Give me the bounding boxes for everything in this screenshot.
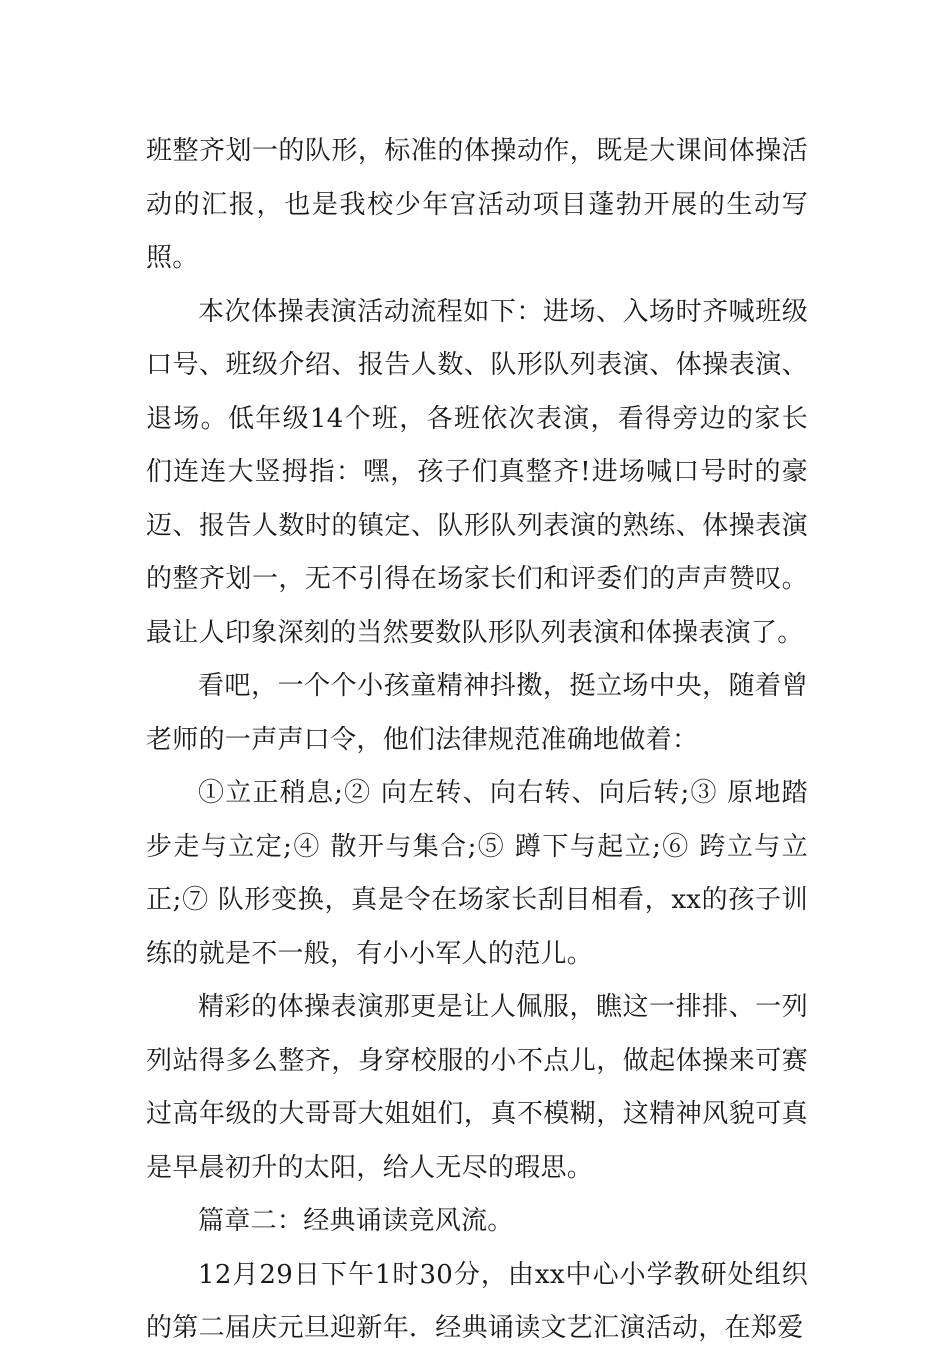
paragraph-7: 12月29日下午1时30分，由xx中心小学教研处组织的第二届庆元旦迎新年．经典诵读文艺汇演活动，在郑爱	[146, 1259, 808, 1343]
document-body	[146, 125, 808, 1356]
paragraph-5: 精彩的体操表演那更是让人佩服，瞧这一排排、一列列站得多么整齐，身穿校服的小不点儿，做起体操来可赛过高年级的大哥哥大姐姐们，真不模糊，这精神风貌可真是早晨初升的太阳，给人无尽的瑕思。	[146, 992, 808, 1183]
section-heading: 篇章二：经典诵读竞风流。	[198, 1206, 514, 1236]
paragraph-2: 本次体操表演活动流程如下：进场、入场时齐喊班级口号、班级介绍、报告人数、队形队列表演、体操表演、退场。低年级14个班，各班依次表演，看得旁边的家长们连连大竖拇指：嘿，孩子们真整齐!进场喊口号时的豪迈、报告人数时的镇定、队形队列表演的熟练、体操表演的整齐划一，无不引得在场家长们和评委们的声声赞叹。最让人印象深刻的当然要数队形队列表演和体操表演了。	[146, 296, 808, 648]
paragraph-1: 班整齐划一的队形，标准的体操动作，既是大课间体操活动的汇报，也是我校少年宫活动项目蓬勃开展的生动写照。	[146, 136, 808, 273]
paragraph-3: 看吧，一个个小孩童精神抖擞，挺立场中央，随着曾老师的一声声口令，他们法律规范准确地做着：	[146, 671, 808, 755]
paragraph-4: ①立正稍息;② 向左转、向右转、向后转;③ 原地踏步走与立定;④ 散开与集合;⑤ 蹲下与起立;⑥ 跨立与立正;⑦ 队形变换，真是令在场家长刮目相看，xx的孩子训练的就是不一般，有小小军人的范儿。	[146, 778, 808, 969]
